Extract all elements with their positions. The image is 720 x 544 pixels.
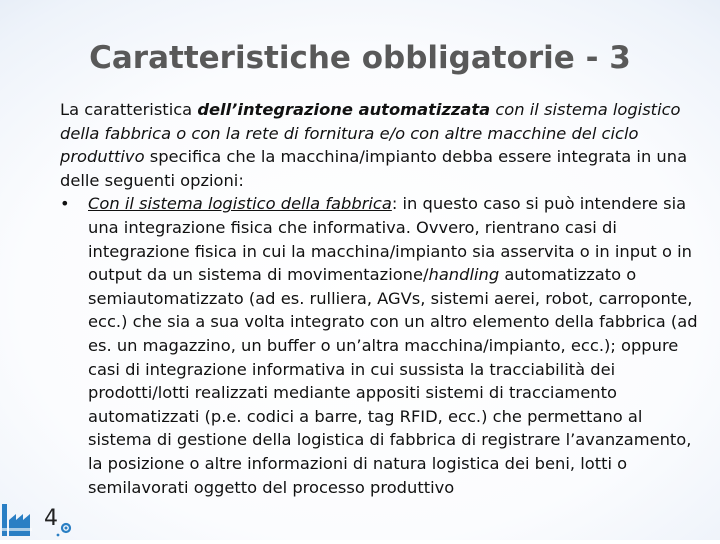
intro-italic-text: con il sistema logistico della fabbrica o con la rete di fornitura e/o con altre macchine del ciclo produttivo bbox=[60, 100, 681, 167]
slide-body bbox=[60, 98, 700, 499]
bullet-text-handling: handling bbox=[428, 265, 500, 285]
intro-text-1: La caratteristica bbox=[60, 100, 198, 119]
bullet-marker: • bbox=[60, 194, 70, 214]
bullet-text-a: : in questo caso si può intendere sia una integrazione fisica che informativa. Ovvero, rientrano casi di integrazione fisica in cui la macchina/impianto sia asservita o in input o in output da un sistema di movimentazione/ bbox=[88, 194, 692, 285]
logo-number: 4 bbox=[44, 506, 58, 531]
slide-title: Caratteristiche obbligatorie - 3 bbox=[89, 40, 631, 76]
bullet-text-b: automatizzato o semiautomatizzato (ad es. rulliera, AGVs, sistemi aerei, robot, carroponte, ecc.) che sia a sua volta integrato con un altro elemento della fabbrica (ad es. un magazzino, un buffer o un’altra macchina/impianto, ecc.); oppure casi di integrazione informativa in cui sussista la tracciabilità dei prodotti/lotti realizzati mediante appositi sistemi di tracciamento automatizzati (p.e. codici a barre, tag RFID, ecc.) che permettano al sistema di gestione della logistica di fabbrica di registrare l’avanzamento, la posizione o altre informazioni di natura logistica dei beni, lotti o semilavorati oggetto del processo produttivo bbox=[88, 265, 698, 497]
intro-emphasis: dell’integrazione automatizzata bbox=[197, 100, 491, 119]
intro-paragraph bbox=[60, 98, 700, 192]
intro-text-2: specifica che la macchina/impianto debba essere integrata in una delle seguenti opzioni: bbox=[60, 147, 688, 190]
bullet-item bbox=[60, 192, 700, 499]
bullet-heading: Con il sistema logistico della fabbrica bbox=[88, 194, 392, 214]
